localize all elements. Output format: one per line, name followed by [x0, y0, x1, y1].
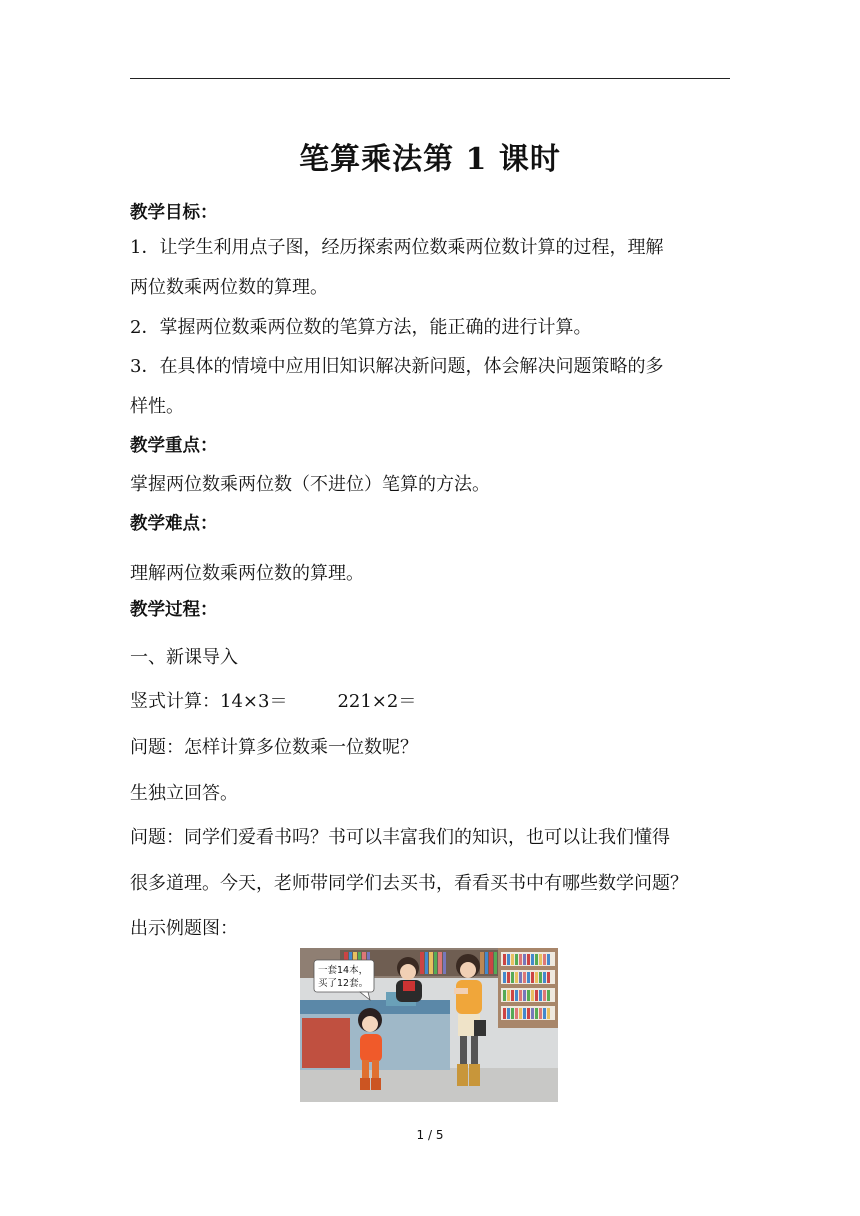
question-1: 问题：怎样计算多位数乘一位数呢？: [130, 737, 418, 758]
question-2-line-2: 很多道理。今天，老师带同学们去买书，看看买书中有哪些数学问题？: [130, 873, 688, 894]
section-intro: 一、新课导入: [130, 647, 238, 668]
difficulty-heading: 教学难点：: [130, 514, 218, 534]
calc-label: 竖式计算：14×3＝: [130, 691, 288, 712]
bookstore-scene-graphic: [300, 948, 558, 1102]
question-2-line-1: 问题：同学们爱看书吗？书可以丰富我们的知识，也可以让我们懂得: [130, 827, 670, 848]
page-number: 1 / 5: [416, 1128, 444, 1142]
page-title: 笔算乘法第 1 课时: [299, 142, 561, 177]
objective-1-line-2: 两位数乘两位数的算理。: [130, 277, 328, 298]
header-rule: [130, 78, 730, 79]
calc-second: 221×2＝: [337, 691, 417, 712]
speech-line-2: 买了12套。: [318, 978, 369, 989]
bookstore-illustration: [300, 948, 558, 1102]
right-bookshelf-graphic: [498, 948, 558, 1028]
objective-1-line-1: 1．让学生利用点子图，经历探索两位数乘两位数计算的过程，理解: [130, 237, 664, 258]
process-heading: 教学过程：: [130, 600, 218, 620]
student-answer: 生独立回答。: [130, 783, 238, 804]
objective-2: 2．掌握两位数乘两位数的笔算方法，能正确的进行计算。: [130, 317, 592, 338]
vertical-calc-line: [130, 690, 735, 714]
speech-line-1: 一套14本，: [318, 965, 369, 976]
key-points-text: 掌握两位数乘两位数（不进位）笔算的方法。: [130, 474, 490, 495]
key-points-heading: 教学重点：: [130, 436, 218, 456]
objectives-heading: 教学目标：: [130, 203, 218, 223]
objective-3-line-1: 3．在具体的情境中应用旧知识解决新问题，体会解决问题策略的多: [130, 356, 664, 377]
show-figure-label: 出示例题图：: [130, 918, 238, 939]
objective-3-line-2: 样性。: [130, 396, 184, 417]
difficulty-text: 理解两位数乘两位数的算理。: [130, 563, 364, 584]
